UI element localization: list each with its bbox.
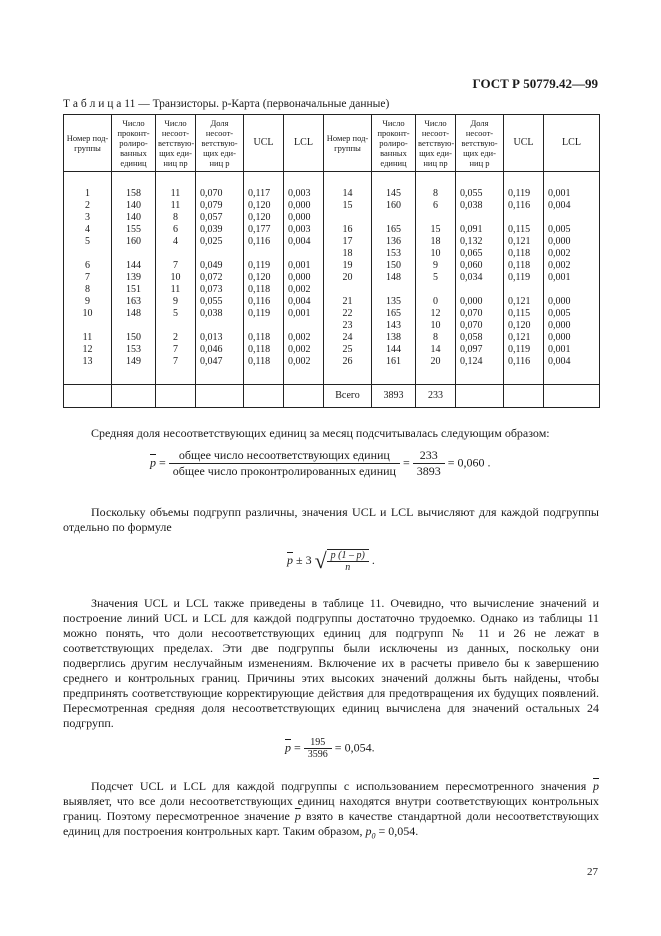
table-cell: 26	[342, 356, 353, 367]
table-cell: 0,070	[200, 188, 223, 199]
header-lcl-left: LCL	[284, 115, 324, 172]
paragraph-mean: Средняя доля несоответствующих единиц за месяц подсчитывалась следующим образом:	[91, 426, 550, 440]
transistor-p-chart-table	[63, 114, 600, 408]
fraction-values	[413, 448, 445, 479]
table-cell: 153	[386, 248, 401, 259]
table-cell: 0,038	[460, 200, 483, 211]
header-p-left: Доля несоот-ветствую-щих еди-ниц p	[196, 115, 244, 172]
table-cell: 8	[85, 284, 90, 295]
table-cell: 22	[342, 308, 353, 319]
table-cell: 0,177	[248, 224, 271, 235]
table-cell: 0,005	[548, 308, 571, 319]
table-cell: 0,000	[460, 296, 483, 307]
table-cell: 0,046	[200, 344, 223, 355]
table-cell: 0,001	[548, 344, 571, 355]
table-cell: 20	[342, 272, 353, 283]
table-cell: 0	[433, 296, 438, 307]
table-cell: 0,000	[548, 332, 571, 343]
table-cell: 9	[433, 260, 438, 271]
table-cell: 0,070	[460, 320, 483, 331]
table-cell: 5	[173, 308, 178, 319]
table-cell: 148	[126, 308, 141, 319]
table-cell: 140	[126, 200, 141, 211]
fraction-revised: $\frac{195}{3596}$	[304, 737, 332, 760]
table-cell: 0,124	[460, 356, 483, 367]
table-cell: 155	[126, 224, 141, 235]
table-cell: 14	[342, 188, 353, 199]
table-cell: 165	[386, 224, 401, 235]
table-cell: 0,118	[248, 356, 271, 367]
table-cell: 0,118	[248, 284, 271, 295]
table-cell: 143	[386, 320, 401, 331]
table-cell	[418, 212, 453, 224]
table-cell: 11	[170, 188, 181, 199]
total-label: Всего	[324, 385, 372, 408]
table-cell: 0,115	[508, 224, 531, 235]
revised-result: 0,054.	[344, 740, 375, 755]
table-cell	[288, 320, 321, 332]
table-cell: 0,002	[288, 332, 311, 343]
table-cell: 7	[173, 356, 178, 367]
paragraph-discussion: Значения UCL и LCL также приведены в таблице 11. Очевидно, что вычисление значений и построение линий UCL и LCL для каждой подгруппы достаточно трудоемко. Однако из таблицы 11 можно понять, что доли несоответствующих единиц для подгрупп № 11 и 26 не лежат в соответствующих пределах. Эти две подгруппы были исключены из данных, поскольку они подверглись другим неслучайным изменениям. Включение их в расчеты привело бы к завершению среднего и контрольных границ. Причины этих высоких значений должны быть найдены, чтобы предпринять соответствующие корректирующие действия для предотвращения их будущих появлений. Пересмотренная средняя доля несоответствующих единиц вычислена для значений остальных 24 подгрупп.	[63, 596, 599, 730]
table-cell: 18	[430, 236, 441, 247]
table-cell: 11	[82, 332, 93, 343]
table-cell: 9	[85, 296, 90, 307]
table-cell	[374, 284, 413, 296]
table-cell	[200, 248, 241, 260]
table-cell: 0,121	[508, 236, 531, 247]
fraction-words-den: общее число проконтролированных единиц	[172, 464, 396, 478]
table-cell: 12	[430, 308, 441, 319]
col-left-inspected	[112, 172, 156, 385]
table-cell: 0,000	[548, 236, 571, 247]
table-cell: 0,132	[460, 236, 483, 247]
table-cell: 17	[342, 236, 353, 247]
table-cell: 0,115	[508, 308, 531, 319]
table-cell: 21	[342, 296, 353, 307]
header-group-left: Номер под-группы	[64, 115, 112, 172]
col-right-group	[324, 172, 372, 385]
table-cell: 15	[342, 200, 353, 211]
table-cell: 0,002	[288, 344, 311, 355]
table-cell: 0,055	[200, 296, 223, 307]
table-cell: 0,003	[288, 224, 311, 235]
table-cell: 139	[126, 272, 141, 283]
table-cell: 151	[126, 284, 141, 295]
table-cell: 13	[82, 356, 93, 367]
table-cell: 158	[126, 188, 141, 199]
table-cell: 144	[126, 260, 141, 271]
table-cell: 0,118	[248, 344, 271, 355]
table-cell: 0,097	[460, 344, 483, 355]
table-cell: 0,119	[508, 272, 531, 283]
table-cell: 0,121	[508, 296, 531, 307]
table-cell: 135	[386, 296, 401, 307]
table-cell: 20	[430, 356, 441, 367]
mean-result: 0,060	[457, 455, 485, 470]
table-cell: 1	[85, 188, 90, 199]
table-cell: 0,116	[248, 236, 271, 247]
table-cell: 10	[82, 308, 93, 319]
table-cell: 0,120	[248, 200, 271, 211]
table-caption-text: — Транзисторы. p-Карта (первоначальные данные)	[135, 98, 390, 110]
table-cell	[508, 212, 541, 224]
table-cell: 0,118	[508, 260, 531, 271]
table-cell: 0,116	[508, 200, 531, 211]
table-cell: 0,119	[508, 188, 531, 199]
table-cell	[326, 212, 369, 224]
table-cell: 144	[386, 344, 401, 355]
table-cell: 160	[386, 200, 401, 211]
header-p-right: Доля несоот-ветствую-щих еди-ниц p	[456, 115, 504, 172]
table-cell: 0,005	[548, 224, 571, 235]
table-cell: 8	[433, 188, 438, 199]
table-cell	[548, 212, 597, 224]
table-cell: 7	[173, 260, 178, 271]
table-cell: 3	[85, 212, 90, 223]
table-cell: 140	[126, 212, 141, 223]
table-cell: 0,119	[508, 344, 531, 355]
header-ucl-left: UCL	[244, 115, 284, 172]
header-group-right: Номер под-группы	[324, 115, 372, 172]
table-cell: 0,119	[248, 308, 271, 319]
table-cell	[114, 248, 153, 260]
table-cell: 8	[433, 332, 438, 343]
table-cell	[114, 320, 153, 332]
table-cell: 7	[173, 344, 178, 355]
table-cell: 4	[173, 236, 178, 247]
table-cell	[460, 284, 501, 296]
col-left-np	[156, 172, 196, 385]
table-cell: 10	[430, 320, 441, 331]
col-left-ucl	[244, 172, 284, 385]
col-right-lcl	[544, 172, 600, 385]
table-cell: 163	[126, 296, 141, 307]
table-cell: 14	[430, 344, 441, 355]
table-cell: 0,073	[200, 284, 223, 295]
table-header-row	[64, 115, 600, 172]
table-cell	[326, 284, 369, 296]
col-right-ucl	[504, 172, 544, 385]
table-cell: 0,004	[548, 200, 571, 211]
table-cell: 0,000	[548, 296, 571, 307]
col-left-group	[64, 172, 112, 385]
table-cell: 4	[85, 224, 90, 235]
table-cell: 0,057	[200, 212, 223, 223]
table-cell: 10	[170, 272, 181, 283]
col-right-inspected	[372, 172, 416, 385]
table-cell: 136	[386, 236, 401, 247]
table-cell	[158, 248, 193, 260]
table-cell: 0,060	[460, 260, 483, 271]
table-cell: 0,047	[200, 356, 223, 367]
table-cell: 0,091	[460, 224, 483, 235]
table-cell: 0,120	[508, 320, 531, 331]
table-cell: 0,002	[548, 260, 571, 271]
fraction-values-den: 3893	[416, 464, 441, 478]
table-cell: 0,025	[200, 236, 223, 247]
total-inspected: 3893	[372, 385, 416, 408]
table-body-row	[64, 172, 600, 385]
table-cell: 0,000	[288, 212, 311, 223]
table-cell: 0,058	[460, 332, 483, 343]
col-right-np	[416, 172, 456, 385]
table-cell: 6	[433, 200, 438, 211]
table-cell: 0,003	[288, 188, 311, 199]
table-cell: 2	[85, 200, 90, 211]
table-cell	[508, 284, 541, 296]
table-cell: 0,120	[248, 212, 271, 223]
table-cell: 0,120	[248, 272, 271, 283]
table-cell: 150	[126, 332, 141, 343]
table-cell	[460, 212, 501, 224]
table-cell: 0,004	[288, 296, 311, 307]
table-cell: 145	[386, 188, 401, 199]
table-cell: 138	[386, 332, 401, 343]
table-cell: 0,002	[288, 356, 311, 367]
col-left-p	[196, 172, 244, 385]
header-np-right: Число несоот-ветствую-щих еди-ниц np	[416, 115, 456, 172]
table-cell: 18	[342, 248, 353, 259]
table-cell: 0,004	[548, 356, 571, 367]
table-cell	[200, 320, 241, 332]
table-cell: 0,001	[288, 308, 311, 319]
table-cell	[158, 320, 193, 332]
table-cell: 0,049	[200, 260, 223, 271]
table-cell: 0,065	[460, 248, 483, 259]
table-cell: 153	[126, 344, 141, 355]
table-cell: 0,013	[200, 332, 223, 343]
table-cell	[548, 284, 597, 296]
table-cell: 24	[342, 332, 353, 343]
table-cell: 7	[85, 272, 90, 283]
table-cell	[418, 284, 453, 296]
header-inspected-left: Число проконт-ролиро-ванных единиц	[112, 115, 156, 172]
table-cell: 0,117	[248, 188, 271, 199]
table-cell: 9	[173, 296, 178, 307]
table-cell: 148	[386, 272, 401, 283]
formula-limits: $\overline{p} \pm 3$ √ $\frac{p (1 - p)}{n}$ .	[287, 548, 375, 573]
table-cell: 0,001	[288, 260, 311, 271]
table-cell: 160	[126, 236, 141, 247]
table-caption	[63, 98, 389, 110]
table-cell	[288, 248, 321, 260]
table-cell: 0,119	[248, 260, 271, 271]
table-cell: 6	[85, 260, 90, 271]
table-cell: 11	[170, 284, 181, 295]
table-cell	[374, 212, 413, 224]
table-cell: 0,000	[288, 200, 311, 211]
table-cell: 0,039	[200, 224, 223, 235]
col-right-p	[456, 172, 504, 385]
table-cell: 0,070	[460, 308, 483, 319]
table-total-row	[64, 385, 600, 408]
table-caption-label: Т а б л и ц а 11	[63, 98, 136, 110]
table-cell	[66, 320, 109, 332]
paragraph-limits: Поскольку объемы подгрупп различны, значения UCL и LCL вычисляют для каждой подгруппы отдельно по формуле	[63, 505, 599, 534]
table-cell: 5	[433, 272, 438, 283]
fraction-words-num: общее число несоответствующих единиц	[169, 448, 400, 464]
table-cell: 0,004	[288, 236, 311, 247]
table-cell: 0,116	[508, 356, 531, 367]
paragraph-conclusion: Подсчет UCL и LCL для каждой подгруппы с использованием пересмотренного значения $\overline{p}$ выявляет, что все доли несоответствующих единиц находятся внутри соответствующих контрольных границ. Поэтому пересмотренное значение $\overline{p}$ взято в качестве стандартной доли несоответствующих единиц для построения контрольных карт. Таким образом, $p_0 = 0,054$.	[63, 779, 600, 841]
table-cell: 165	[386, 308, 401, 319]
table-cell: 6	[173, 224, 178, 235]
table-cell: 0,001	[548, 188, 571, 199]
header-ucl-right: UCL	[504, 115, 544, 172]
table-cell: 8	[173, 212, 178, 223]
formula-mean: $\overline{p}$ = $\frac{\text{общее число несоответствующих единиц}}{\text{общее число проконтролированных единиц}}$ = $\frac{233}{3893}$ = 0,060 .	[150, 448, 491, 478]
table-cell: 2	[173, 332, 178, 343]
table-cell: 0,002	[548, 248, 571, 259]
table-cell: 149	[126, 356, 141, 367]
table-cell	[248, 248, 281, 260]
table-cell: 161	[386, 356, 401, 367]
col-left-lcl	[284, 172, 324, 385]
table-cell: 0,000	[288, 272, 311, 283]
table-cell: 0,034	[460, 272, 483, 283]
radicand: $\frac{p (1 - p)}{n}$	[327, 549, 369, 573]
header-inspected-right: Число проконт-ролиро-ванных единиц	[372, 115, 416, 172]
document-code: ГОСТ Р 50779.42—99	[472, 76, 598, 91]
table-cell: 10	[430, 248, 441, 259]
table-cell: 25	[342, 344, 353, 355]
fraction-words	[169, 448, 400, 479]
table-cell	[66, 248, 109, 260]
total-np: 233	[416, 385, 456, 408]
table-cell: 150	[386, 260, 401, 271]
table-cell: 15	[430, 224, 441, 235]
formula-revised: $\overline{p}$ = $\frac{195}{3596}$ = 0,054.	[285, 737, 375, 760]
table-cell: 0,116	[248, 296, 271, 307]
table-cell	[248, 320, 281, 332]
table-cell: 11	[170, 200, 181, 211]
table-cell: 0,002	[288, 284, 311, 295]
table-cell: 0,121	[508, 332, 531, 343]
table-cell: 0,079	[200, 200, 223, 211]
table-cell: 0,118	[508, 248, 531, 259]
p-bar-symbol: $\overline{p}$	[150, 455, 156, 470]
header-lcl-right: LCL	[544, 115, 600, 172]
sqrt-icon: √	[314, 548, 327, 573]
table-cell: 16	[342, 224, 353, 235]
table-cell: 0,055	[460, 188, 483, 199]
table-cell: 12	[82, 344, 93, 355]
table-cell: 0,001	[548, 272, 571, 283]
header-np-left: Число несоот-ветствую-щих еди-ниц np	[156, 115, 196, 172]
page-number: 27	[587, 866, 598, 878]
table-cell: 0,038	[200, 308, 223, 319]
table-cell: 0,118	[248, 332, 271, 343]
table-cell: 23	[342, 320, 353, 331]
table-cell: 5	[85, 236, 90, 247]
fraction-values-num: 233	[413, 448, 445, 464]
table-cell: 0,000	[548, 320, 571, 331]
table-cell: 19	[342, 260, 353, 271]
table-cell: 0,072	[200, 272, 223, 283]
